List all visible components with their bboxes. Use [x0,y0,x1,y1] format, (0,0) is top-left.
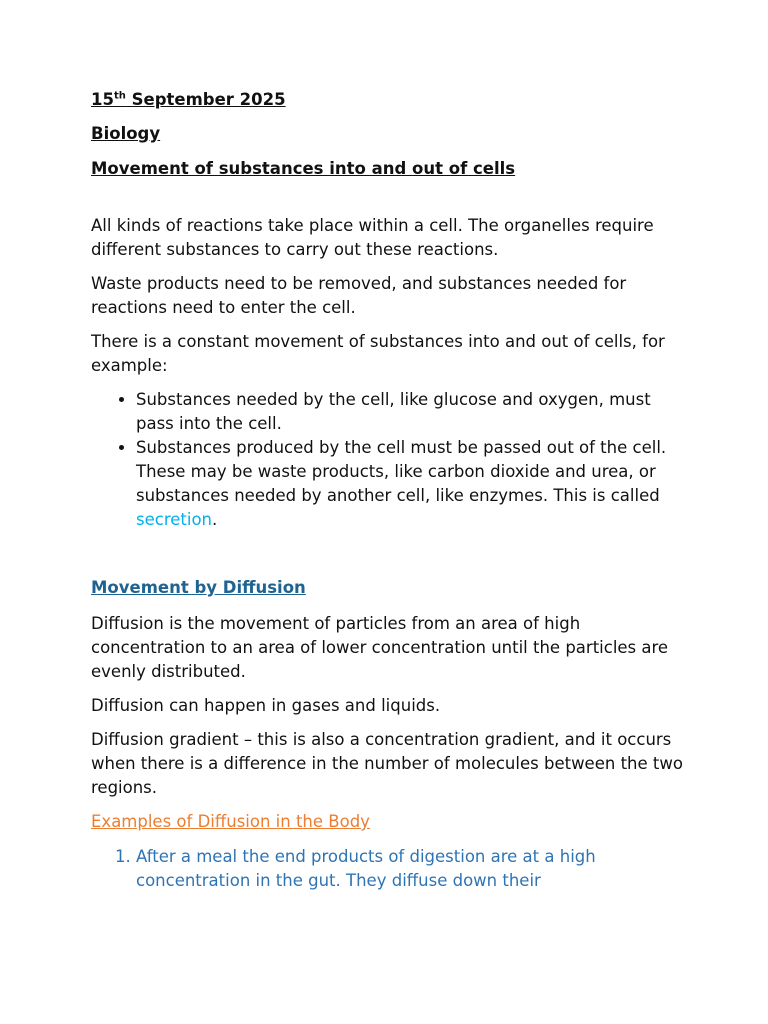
examples-heading: Examples of Diffusion in the Body [91,812,370,831]
topic-heading: Movement of substances into and out of cells [91,159,516,178]
bullet-text: Substances needed by the cell, like glucose and oxygen, must pass into the cell. [136,390,651,433]
bullet-text: Substances produced by the cell must be passed out of the cell. These may be waste products, like carbon dioxide and urea, or substances needed by another cell, like enzymes. This is called [136,438,667,505]
intro-paragraph-3: There is a constant movement of substances into and out of cells, for example: [91,332,665,375]
date-rest: September 2025 [125,90,286,109]
diffusion-paragraph-2: Diffusion can happen in gases and liquids. [91,696,441,715]
diffusion-paragraph-3: Diffusion gradient – this is also a concentration gradient, and it occurs when there is a difference in the number of molecules between the two regions. [91,730,683,797]
secretion-period: . [212,510,218,529]
document-page [91,88,691,893]
diffusion-paragraph-1: Diffusion is the movement of particles from an area of high concentration to an area of lower concentration until the particles are evenly distributed. [91,614,669,681]
intro-paragraph-2: Waste products need to be removed, and substances needed for reactions need to enter the cell. [91,274,627,317]
date-day: 15 [91,90,114,109]
subject-heading: Biology [91,124,161,143]
bullet-item [136,436,691,532]
diffusion-heading: Movement by Diffusion [91,578,306,597]
example-item: 1. After a meal the end products of digestion are at a high concentration in the gut. They diffuse down their [136,845,691,893]
date-heading [91,88,691,112]
substances-bullet-list [91,388,691,532]
secretion-term: secretion [136,510,212,529]
bullet-item [136,388,691,436]
date-suffix: th [113,90,126,102]
intro-paragraph-1: All kinds of reactions take place within a cell. The organelles require different substances to carry out these reactions. [91,216,654,259]
examples-list [91,845,691,893]
